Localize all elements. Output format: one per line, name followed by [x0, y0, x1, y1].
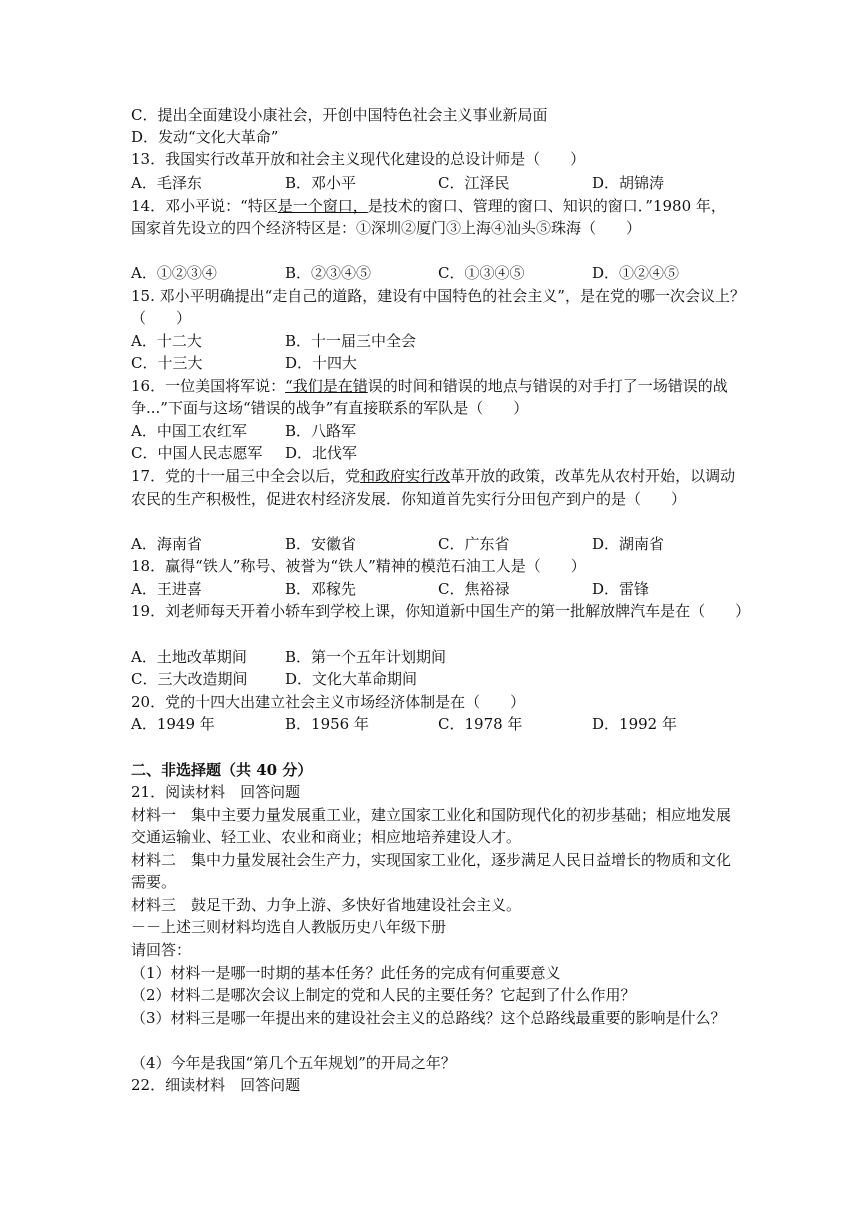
q14-option-d: D．①②④⑤: [592, 264, 680, 282]
q14-option-a: A．①②③④: [131, 264, 217, 282]
q21-sub4: （4）今年是我国“第几个五年规划”的开局之年？: [131, 1054, 456, 1072]
q16-stem-part: 16．一位美国将军说：: [131, 377, 286, 395]
q18-option-c: C．焦裕禄: [438, 580, 510, 598]
q21-ask: 请回答：: [131, 941, 192, 959]
q13-option-a: A．毛泽东: [131, 174, 202, 192]
q21-sub1: （1）材料一是哪一时期的基本任务？此任务的完成有何重要意义: [131, 964, 561, 982]
q21-sub2: （2）材料二是哪次会议上制定的党和人民的主要任务？它起到了什么作用？: [131, 986, 636, 1004]
q20-option-a: A．1949 年: [131, 715, 215, 733]
q17-underlined-text: 和政府实行改: [360, 467, 451, 485]
q13-option-b: B．邓小平: [285, 174, 357, 192]
q17-option-c: C．广东省: [438, 535, 510, 553]
q17-option-d: D．湖南省: [592, 535, 665, 553]
q14-stem-line1: [131, 196, 726, 216]
q17-stem-line1: [131, 466, 735, 486]
q16-stem-part: 误的时间和错误的地点与错误的对手打了一场错误的战: [367, 377, 728, 395]
q22-stem: 22．细读材料 回答问题: [131, 1076, 301, 1094]
q20-stem: 20．党的十四大出建立社会主义市场经济体制是在（ ）: [131, 693, 526, 711]
q21-stem: 21．阅读材料 回答问题: [131, 783, 301, 801]
q15-option-a: A．十二大: [131, 332, 202, 350]
q16-option-c: C．中国人民志愿军: [131, 444, 263, 462]
q21-sub3: （3）材料三是哪一年提出来的建设社会主义的总路线？这个总路线最重要的影响是什么？: [131, 1009, 726, 1027]
q17-option-a: A．海南省: [131, 535, 202, 553]
q21-material3: 材料三 鼓足干劲、力争上游、多快好省地建设社会主义。: [131, 896, 522, 914]
q20-option-c: C．1978 年: [438, 715, 523, 733]
q19-stem: 19．刘老师每天开着小轿车到学校上课，你知道新中国生产的第一批解放牌汽车是在（ ）: [131, 602, 751, 620]
q16-stem-line2: 争...”下面与这场“错误的战争”有直接联系的军队是（ ）: [131, 399, 529, 417]
q14-stem-line2: 国家首先设立的四个经济特区是：①深圳②厦门③上海④汕头⑤珠海（ ）: [131, 219, 642, 237]
q19-option-d: D．文化大革命期间: [285, 670, 418, 688]
q18-option-a: A．王进喜: [131, 580, 202, 598]
q16-option-d: D．北伐军: [285, 444, 358, 462]
q18-option-b: B．邓稼先: [285, 580, 357, 598]
q14-stem-part: 是技术的窗口、管理的窗口、知识的窗口．”1980 年，: [367, 197, 726, 215]
q15-stem-line2: （ ）: [131, 309, 192, 327]
q16-option-a: A．中国工农红军: [131, 422, 247, 440]
q16-underlined-text: “我们是在错: [285, 377, 368, 395]
q18-stem: 18．赢得“铁人”称号、被誉为“铁人”精神的模范石油工人是（ ）: [131, 557, 586, 575]
q17-option-b: B．安徽省: [285, 535, 357, 553]
q19-option-a: A．土地改革期间: [131, 648, 247, 666]
q14-underlined-text: 是一个窗口，: [277, 197, 368, 215]
q13-stem: 13．我国实行改革开放和社会主义现代化建设的总设计师是（ ）: [131, 150, 586, 168]
q21-material2-line1: 材料二 集中力量发展社会生产力，实现国家工业化，逐步满足人民日益增长的物质和文化: [131, 851, 732, 869]
q15-option-b: B．十一届三中全会: [285, 332, 417, 350]
q14-option-c: C．①③④⑤: [438, 264, 525, 282]
prev-option-c: C．提出全面建设小康社会，开创中国特色社会主义事业新局面: [131, 106, 548, 124]
q21-source: －－上述三则材料均选自人教版历史八年级下册: [131, 918, 447, 936]
q16-option-b: B．八路军: [285, 422, 357, 440]
q21-material1-line1: 材料一 集中主要力量发展重工业，建立国家工业化和国防现代化的初步基础；相应地发展: [131, 806, 732, 824]
section-title: 二、非选择题（共 40 分）: [131, 761, 313, 779]
q17-stem-line2: 农民的生产积极性，促进农村经济发展．你知道首先实行分田包产到户的是（ ）: [131, 490, 687, 508]
q13-option-d: D．胡锦涛: [592, 174, 665, 192]
q13-option-c: C．江泽民: [438, 174, 510, 192]
q16-stem-line1: [131, 376, 728, 396]
q19-option-c: C．三大改造期间: [131, 670, 248, 688]
q15-option-d: D．十四大: [285, 354, 358, 372]
q20-option-b: B．1956 年: [285, 715, 369, 733]
q21-material2-line2: 需要。: [131, 873, 177, 891]
q15-stem-line1: 15. 邓小平明确提出“走自己的道路，建设有中国特色的社会主义”，是在党的哪一次会议上？: [131, 287, 745, 305]
q21-material1-line2: 交通运输业、轻工业、农业和商业；相应地培养建设人才。: [131, 828, 522, 846]
q14-stem-part: 14．邓小平说：“特区: [131, 197, 278, 215]
q14-option-b: B．②③④⑤: [285, 264, 372, 282]
q19-option-b: B．第一个五年计划期间: [285, 648, 447, 666]
q20-option-d: D．1992 年: [592, 715, 677, 733]
q17-stem-part: 17．党的十一届三中全会以后，党: [131, 467, 361, 485]
prev-option-d: D．发动“文化大革命”: [131, 128, 279, 146]
q15-option-c: C．十三大: [131, 354, 203, 372]
q18-option-d: D．雷锋: [592, 580, 650, 598]
q17-stem-part: 革开放的政策，改革先从农村开始，以调动: [450, 467, 736, 485]
